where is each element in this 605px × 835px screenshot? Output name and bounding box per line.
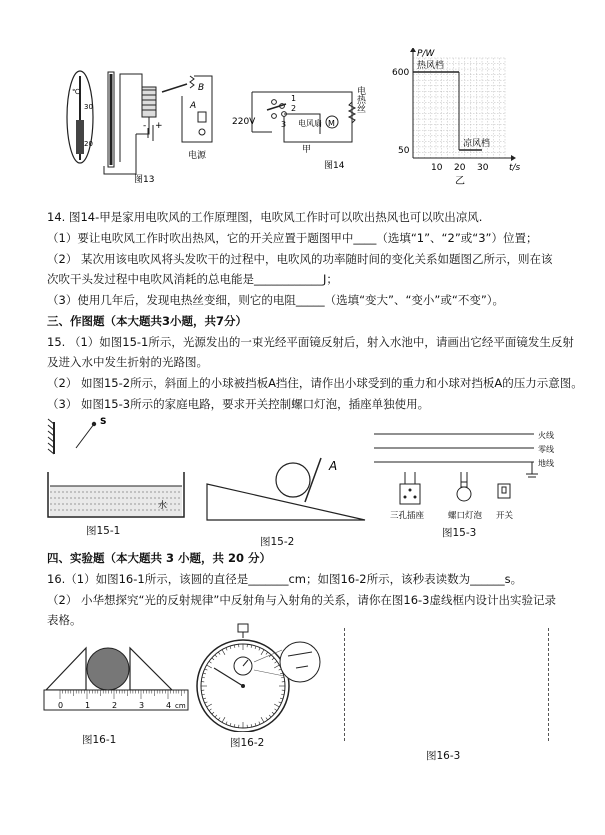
- label-a: A: [190, 101, 197, 111]
- fig16-2-caption: 图16-2: [230, 737, 265, 749]
- light-source-s: S: [100, 417, 107, 427]
- fan-label: 电风扇: [298, 119, 322, 128]
- chart-labels: [392, 49, 521, 187]
- q16-part1: 16.（1）如图16-1所示，该圆的直径是_______cm；如图16-2所示，该秒表读数为______s。: [47, 572, 523, 586]
- x-tick-label: 10: [431, 163, 443, 173]
- figure-14: [232, 72, 380, 180]
- label-b: B: [198, 83, 205, 93]
- q14-part2a: （2） 某次用该电吹风将头发吹干的过程中，电吹风的功率随时间的变化关系如题图乙所示，则在该: [47, 252, 553, 266]
- fig15-3-caption: 图15-3: [442, 527, 477, 539]
- figure-16-1: [42, 640, 192, 720]
- q15-part2: （2） 如图15-2所示，斜面上的小球被挡板A挡住，请作出小球受到的重力和小球对挡板A的压力示意图。: [47, 376, 583, 390]
- plus-sign: +: [155, 121, 163, 131]
- fig13-caption: 图13: [134, 175, 155, 185]
- series-label-1: 热风档: [417, 61, 445, 71]
- switch-pos-3: 3: [281, 120, 287, 129]
- series-label-2: 凉风档: [463, 139, 491, 149]
- section-3-title: 三、作图题（本大题共3小题，共7分）: [47, 314, 248, 328]
- thermo-20: 20: [84, 140, 93, 148]
- ruler-unit: cm: [175, 702, 186, 710]
- motor-symbol: M: [328, 119, 335, 128]
- chart-part-yi: 乙: [455, 176, 465, 187]
- switch-label: 开关: [496, 511, 514, 521]
- thermo-unit: ℃: [72, 88, 80, 96]
- q14-stem: 14. 图14-甲是家用电吹风的工作原理图，电吹风工作时可以吹出热风也可以吹出凉风.: [47, 210, 483, 224]
- section-4-title: 四、实验题（本大题共 3 小题，共 20 分）: [47, 551, 272, 565]
- q16-part2b: 表格。: [47, 613, 82, 627]
- ruler-2: 2: [112, 701, 118, 710]
- x-axis-label: t/s: [509, 163, 521, 173]
- fig16-1-caption: 图16-1: [82, 734, 117, 746]
- ground-wire-label: 地线: [538, 459, 554, 468]
- q14-part1: （1）要让电吹风工作时吹出热风，它的开关应置于题图甲中____（选填“1”、“2”或“3”）位置；: [47, 231, 538, 245]
- switch-pos-2: 2: [291, 104, 297, 113]
- q15-part3: （3） 如图15-3所示的家庭电路，要求开关控制螺口灯泡，插座单独使用。: [47, 397, 430, 411]
- x-axis-arrow: [511, 155, 516, 161]
- fig16-3-caption: 图16-3: [426, 750, 461, 762]
- q15-part1a: 15. （1）如图15-1所示，光源发出的一束光经平面镜反射后，射入水池中，请画出它经平面镜发生反射: [47, 335, 574, 349]
- q14-part3: （3）使用几年后，发现电热丝变细，则它的电阻_____（选填“变大”、“变小”或“不变”）。: [47, 293, 505, 307]
- socket-label: 三孔插座: [390, 511, 425, 521]
- thermo-30: 30: [84, 103, 93, 111]
- heater-label: 电热丝: [355, 86, 365, 113]
- figure-13: [62, 62, 230, 188]
- figure-15-3: [372, 424, 562, 524]
- power-label: 电源: [188, 151, 207, 161]
- fig14-caption: 图14: [324, 161, 345, 171]
- ruler-4: 4: [166, 701, 172, 710]
- y-axis-arrow: [410, 48, 416, 52]
- x-tick-label: 30: [477, 163, 489, 173]
- y-tick-label: 50: [398, 146, 410, 156]
- voltage-label: 220V: [232, 117, 256, 127]
- answer-box-right-edge: [548, 628, 549, 741]
- water-label: 水: [158, 501, 168, 511]
- answer-box-left-edge: [344, 628, 345, 741]
- x-tick-label: 20: [454, 163, 466, 173]
- part-jia: 甲: [302, 145, 312, 155]
- bulb-label: 螺口灯泡: [448, 511, 483, 521]
- ruler-0: 0: [58, 701, 64, 710]
- ruler-3: 3: [139, 701, 145, 710]
- y-axis-label: P/W: [417, 49, 435, 59]
- minus-sign: -: [143, 121, 147, 131]
- fig15-1-caption: 图15-1: [86, 525, 121, 537]
- ruler-1: 1: [85, 701, 91, 710]
- neutral-wire-label: 零线: [538, 445, 554, 454]
- q15-part1b: 及进入水中发生折射的光路图。: [47, 355, 208, 369]
- fire-wire-label: 火线: [538, 431, 554, 440]
- figure-15-2: [205, 440, 370, 524]
- figure-15-1: [46, 412, 186, 522]
- power-time-chart: [385, 48, 535, 192]
- switch-pos-1: 1: [291, 94, 297, 103]
- y-tick-label: 600: [392, 68, 410, 78]
- baffle-a-label: A: [329, 459, 338, 473]
- q14-part2b: 次吹干头发过程中电吹风消耗的总电能是____________J；: [47, 272, 338, 286]
- figure-16-2: [188, 622, 333, 732]
- fig15-2-caption: 图15-2: [260, 536, 295, 548]
- q16-part2a: （2） 小华想探究“光的反射规律”中反射角与入射角的关系，请你在图16-3虚线框内设计出实验记录: [47, 593, 556, 607]
